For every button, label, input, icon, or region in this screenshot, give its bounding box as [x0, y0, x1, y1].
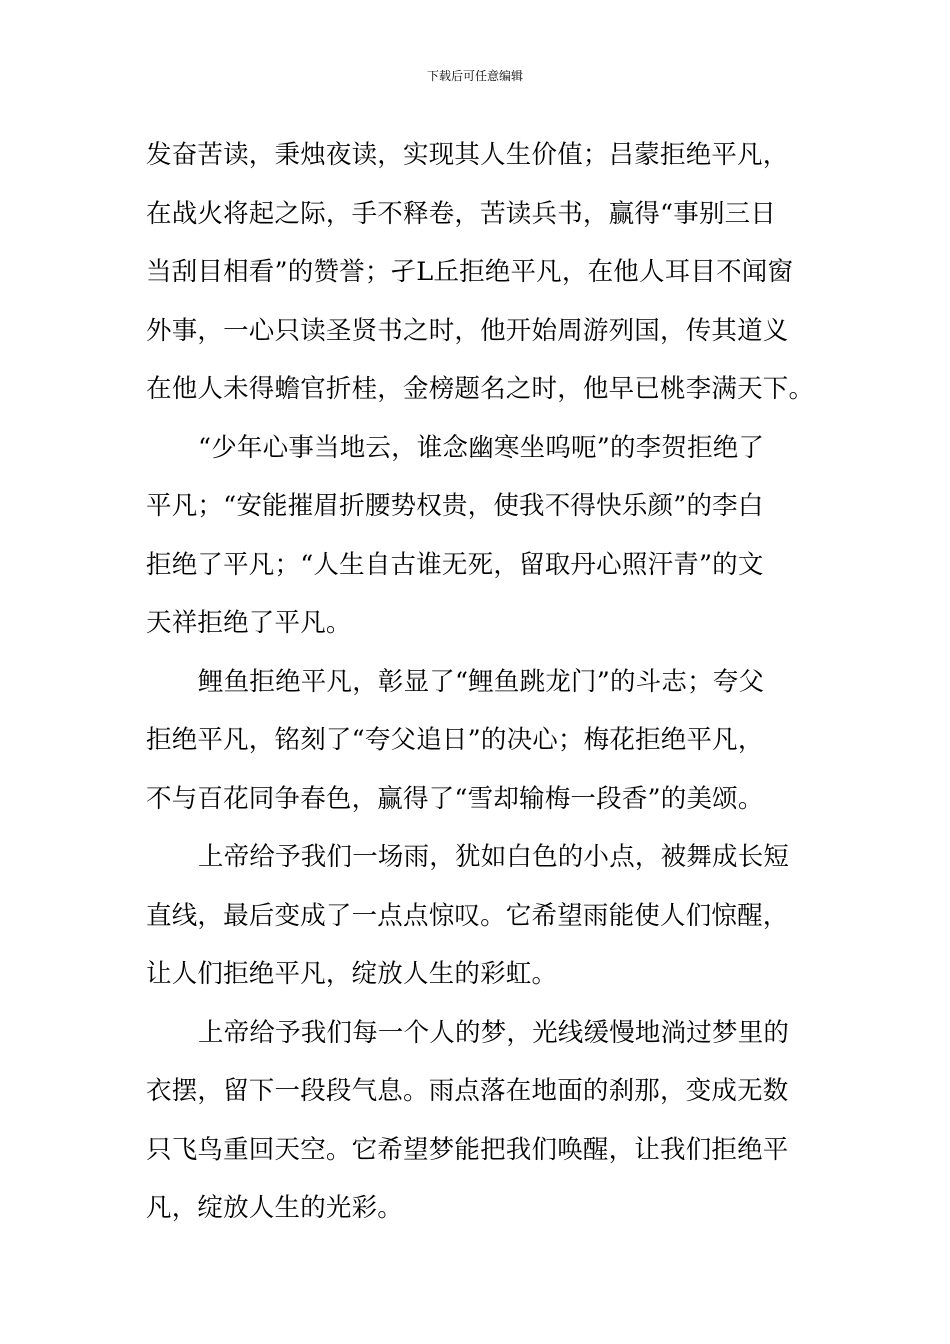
text-line: “少年心事当地云，谁念幽寒坐呜呃”的李贺拒绝了	[198, 432, 765, 463]
text-line: 当刮目相看”的赞誉；孑L丘拒绝平凡，在他人耳目不闻窗	[146, 257, 794, 287]
text-line: 上帝给予我们每一个人的梦，光线缓慢地淌过梦里的	[198, 1017, 790, 1048]
text-line: 直线，最后变成了一点点惊叹。它希望雨能使人们惊醒，	[146, 900, 789, 931]
text-line: 让人们拒绝平凡，绽放人生的彩虹。	[146, 959, 558, 989]
paragraph-5	[146, 1004, 810, 1238]
text-line: 拒绝平凡，铭刻了“夸父追日”的决心；梅花拒绝平凡，	[146, 725, 764, 755]
text-line: 发奋苦读，秉烛夜读，实现其人生价值；吕蒙拒绝平凡，	[146, 140, 789, 170]
text-line: 平凡；“安能摧眉折腰势权贵，使我不得快乐颜”的李白	[146, 491, 764, 521]
text-line: 在他人未得蟾官折桂，金榜题名之时，他早已桃李满天下。	[146, 374, 815, 404]
text-line: 鲤鱼拒绝平凡，彰显了“鲤鱼跳龙门”的斗志；夸父	[198, 666, 765, 697]
text-line: 只飞鸟重回天空。它希望梦能把我们唤醒，让我们拒绝平	[146, 1134, 789, 1165]
text-line: 在战火将起之际，手不释卷，苦读兵书，赢得“事别三日	[146, 198, 777, 229]
page-header: 下载后可任意编辑	[426, 69, 523, 83]
paragraph-3	[146, 653, 810, 829]
text-line: 上帝给予我们一场雨，犹如白色的小点，被舞成长短	[198, 842, 790, 872]
text-line: 天祥拒绝了平凡。	[146, 608, 352, 638]
text-line: 凡，绽放人生的光彩。	[146, 1193, 404, 1223]
document-body	[146, 126, 815, 1238]
text-line: 不与百花同争春色，赢得了“雪却输梅一段香”的美颂。	[146, 783, 764, 814]
text-line: 衣摆，留下一段段气息。雨点落在地面的刹那，变成无数	[146, 1076, 789, 1106]
text-line: 外事，一心只读圣贤书之时，他开始周游列国，传其道义	[146, 315, 789, 346]
paragraph-2	[146, 419, 810, 653]
text-line: 拒绝了平凡；“人生自古谁无死，留取丹心照汗青”的文	[146, 549, 764, 580]
paragraph-1	[146, 126, 815, 419]
paragraph-4	[146, 828, 810, 1004]
